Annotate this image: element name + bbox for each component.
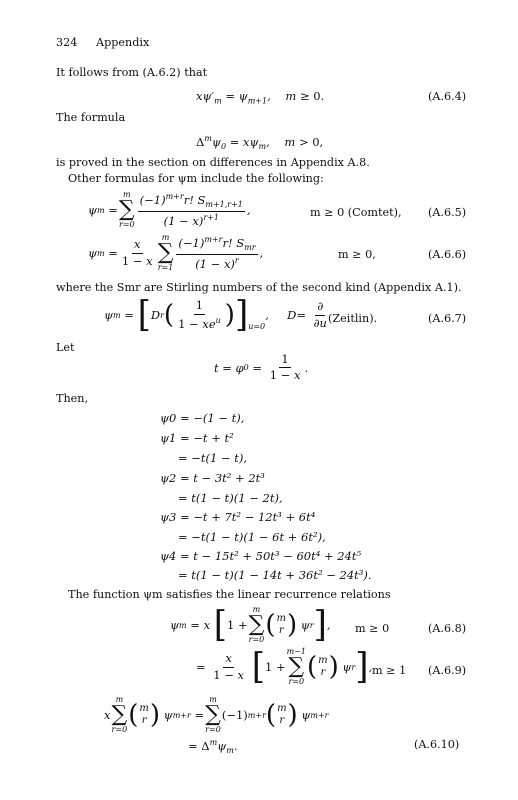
equation-delta: $\Delta^m\psi_0 = x\psi_m$, m > 0, (196, 134, 324, 152)
equation-condition: m ≥ 0 (355, 622, 390, 635)
equation-tag: (A.6.6) (428, 248, 467, 261)
paragraph-then: Then, (56, 392, 89, 405)
equation-a-6-8: ψ m = x [ 1 + m ∑ r=0 ( m r ) ψ r ] , (170, 604, 331, 646)
equation-a-6-5: ψ m = m ∑ r=0 $\frac{(-1)^{m+r}r! S_{m+1,r+1}}{(1 - x)^{r+1}}$ , (88, 190, 251, 229)
equation-tag: (A.6.5) (428, 206, 467, 219)
psi-line: ψ2 = t − 3t² + 2t³ (160, 471, 265, 485)
psi-line: = t(1 − t)(1 − 2t), (178, 491, 283, 505)
paragraph-stirling: where the Smr are Stirling numbers of the second kind (Appendix A.1). (56, 281, 462, 294)
equation-note: (Zeitlin). (328, 312, 378, 325)
equation-tag: (A.6.8) (428, 622, 467, 635)
equation-tag: (A.6.10) (414, 738, 460, 751)
psi-line: = −t(1 − t), (178, 451, 248, 465)
psi-line: ψ3 = −t + 7t² − 12t³ + 6t⁴ (160, 510, 316, 524)
paragraph-proved: is proved in the section on differences in Appendix A.8. (56, 156, 370, 169)
equation-a-6-10: x m ∑ r=0 ( m r ) ψ m+r = m ∑ r=0 (−1) m+r ( m r ) ψ m+r (104, 695, 329, 734)
paragraph-other: Other formulas for ψm include the following: (68, 172, 324, 185)
psi-line: ψ1 = −t + t² (160, 431, 234, 445)
equation-tag: (A.6.7) (428, 312, 467, 325)
equation-a-6-4: $x\psi'_m = \psi_{m+1}$, m ≥ 0. (196, 89, 325, 106)
paragraph-let: Let (56, 341, 75, 354)
running-title: Appendix (96, 36, 150, 49)
equation-condition: m ≥ 0, (338, 248, 376, 261)
equation-a-6-6: ψ m = $\frac{x}{1 - x}$ m ∑ r=1 $\frac{(-1)^{m+r}r! S_{mr}}{(1 - x)^r}$ , (88, 233, 264, 272)
paragraph-intro: It follows from (A.6.2) that (56, 66, 208, 79)
psi-line: ψ4 = t − 15t² + 50t³ − 60t⁴ + 24t⁵ (160, 549, 362, 563)
equation-t-definition: t = φ 0 = $\frac{1}{1 - x}$ . (214, 352, 309, 383)
paragraph-recurrence: The function ψm satisfies the linear recurrence relations (68, 588, 391, 601)
paragraph-formula: The formula (56, 111, 126, 124)
equation-condition: m ≥ 0 (Comtet), (310, 206, 402, 219)
psi-line: ψ0 = −(1 − t), (160, 411, 245, 425)
equation-a-6-10-line2: = $\Delta^m\psi_m$. (188, 738, 238, 756)
page-number: 324 (56, 36, 78, 49)
psi-line: = −t(1 − t)(1 − 6t + 6t²), (178, 530, 326, 544)
psi-line: = t(1 − t)(1 − 14t + 36t² − 24t³). (178, 568, 372, 582)
equation-tag: (A.6.4) (428, 90, 467, 103)
equation-tag: (A.6.9) (428, 664, 467, 677)
equation-a-6-9: = $\frac{x}{1 - x}$ [ 1 + m−1 ∑ r=0 ( m r ) ψ r ] , (196, 646, 373, 688)
equation-condition: m ≥ 1 (372, 664, 407, 677)
equation-a-6-7: ψ m = [ D r ( $\frac{1}{1 - xe^u}$ ) ] $_{u=0}$ , D = $\frac{\partial}{\partial u}$ (104, 294, 327, 336)
